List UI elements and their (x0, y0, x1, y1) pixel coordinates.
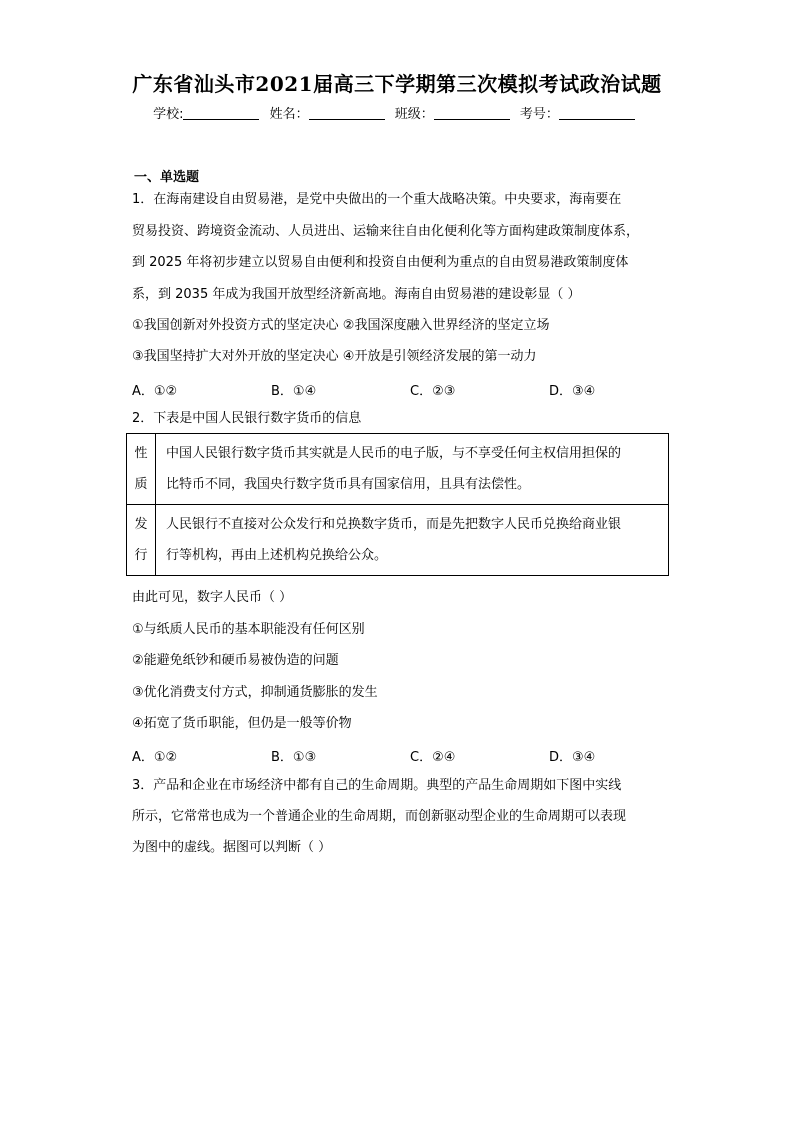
q2-option-b[interactable]: B．①③ (271, 750, 317, 765)
q3-stem-line: 3．产品和企业在市场经济中都有自己的生命周期。典型的产品生命周期如下图中实线 (132, 778, 622, 793)
q2-stem: 由此可见，数字人民币（ ） (132, 590, 293, 605)
q1-option-d[interactable]: D．③④ (549, 384, 596, 399)
class-blank (434, 107, 510, 120)
q2-item: ②能避免纸钞和硬币易被伪造的问题 (132, 653, 339, 668)
table-key-cell: 发 行 (127, 505, 156, 576)
table-row (127, 505, 669, 576)
q2-option-d[interactable]: D．③④ (549, 750, 596, 765)
q1-stem-line: 系，到 2035 年成为我国开放型经济新高地。海南自由贸易港的建设彰显（ ） (132, 287, 581, 302)
q2-item: ④拓宽了货币职能，但仍是一般等价物 (132, 716, 352, 731)
name-blank (309, 107, 385, 120)
class-label: 班级： (394, 107, 434, 122)
table-value-cell: 中国人民银行数字货币其实就是人民币的电子版，与不享受任何主权信用担保的 比特币不同，我国央行数字货币具有国家信用，且具有法偿性。 (156, 434, 669, 505)
q2-option-c[interactable]: C．②④ (410, 750, 456, 765)
school-blank (183, 107, 259, 120)
table-value-cell: 人民银行不直接对公众发行和兑换数字货币，而是先把数字人民币兑换给商业银 行等机构，再由上述机构兑换给公众。 (156, 505, 669, 576)
school-label: 学校: (153, 107, 184, 122)
digital-currency-table (126, 433, 669, 576)
q1-stem-line: 到 2025 年将初步建立以贸易自由便利和投资自由便利为重点的自由贸易港政策制度体 (132, 255, 629, 270)
q1-option-c[interactable]: C．②③ (410, 384, 456, 399)
q1-option-b[interactable]: B．①④ (271, 384, 317, 399)
section-heading: 一、单选题 (134, 170, 200, 185)
q1-item: ①我国创新对外投资方式的坚定决心 ②我国深度融入世界经济的坚定立场 (132, 318, 550, 333)
q2-option-a[interactable]: A．①② (132, 750, 178, 765)
q1-stem-line: 贸易投资、跨境资金流动、人员进出、运输来往自由化便利化等方面构建政策制度体系， (132, 224, 640, 239)
q1-option-a[interactable]: A．①② (132, 384, 178, 399)
exam-number-label: 考号： (519, 107, 559, 122)
q2-stem-line: 2．下表是中国人民银行数字货币的信息 (132, 411, 362, 426)
exam-number-blank (559, 107, 635, 120)
exam-title: 广东省汕头市2021届高三下学期第三次模拟考试政治试题 (132, 72, 662, 96)
q3-stem-line: 为图中的虚线。据图可以判断（ ） (132, 840, 332, 855)
student-info-row (0, 103, 794, 122)
q2-item: ③优化消费支付方式，抑制通货膨胀的发生 (132, 685, 378, 700)
q3-stem-line: 所示，它常常也成为一个普通企业的生命周期，而创新驱动型企业的生命周期可以表现 (132, 809, 627, 824)
table-key-cell: 性 质 (127, 434, 156, 505)
table-row (127, 434, 669, 505)
q1-stem-line: 1．在海南建设自由贸易港，是党中央做出的一个重大战略决策。中央要求，海南要在 (132, 192, 622, 207)
name-label: 姓名： (269, 107, 309, 122)
q2-item: ①与纸质人民币的基本职能没有任何区别 (132, 622, 365, 637)
q1-item: ③我国坚持扩大对外开放的坚定决心 ④开放是引领经济发展的第一动力 (132, 349, 537, 364)
